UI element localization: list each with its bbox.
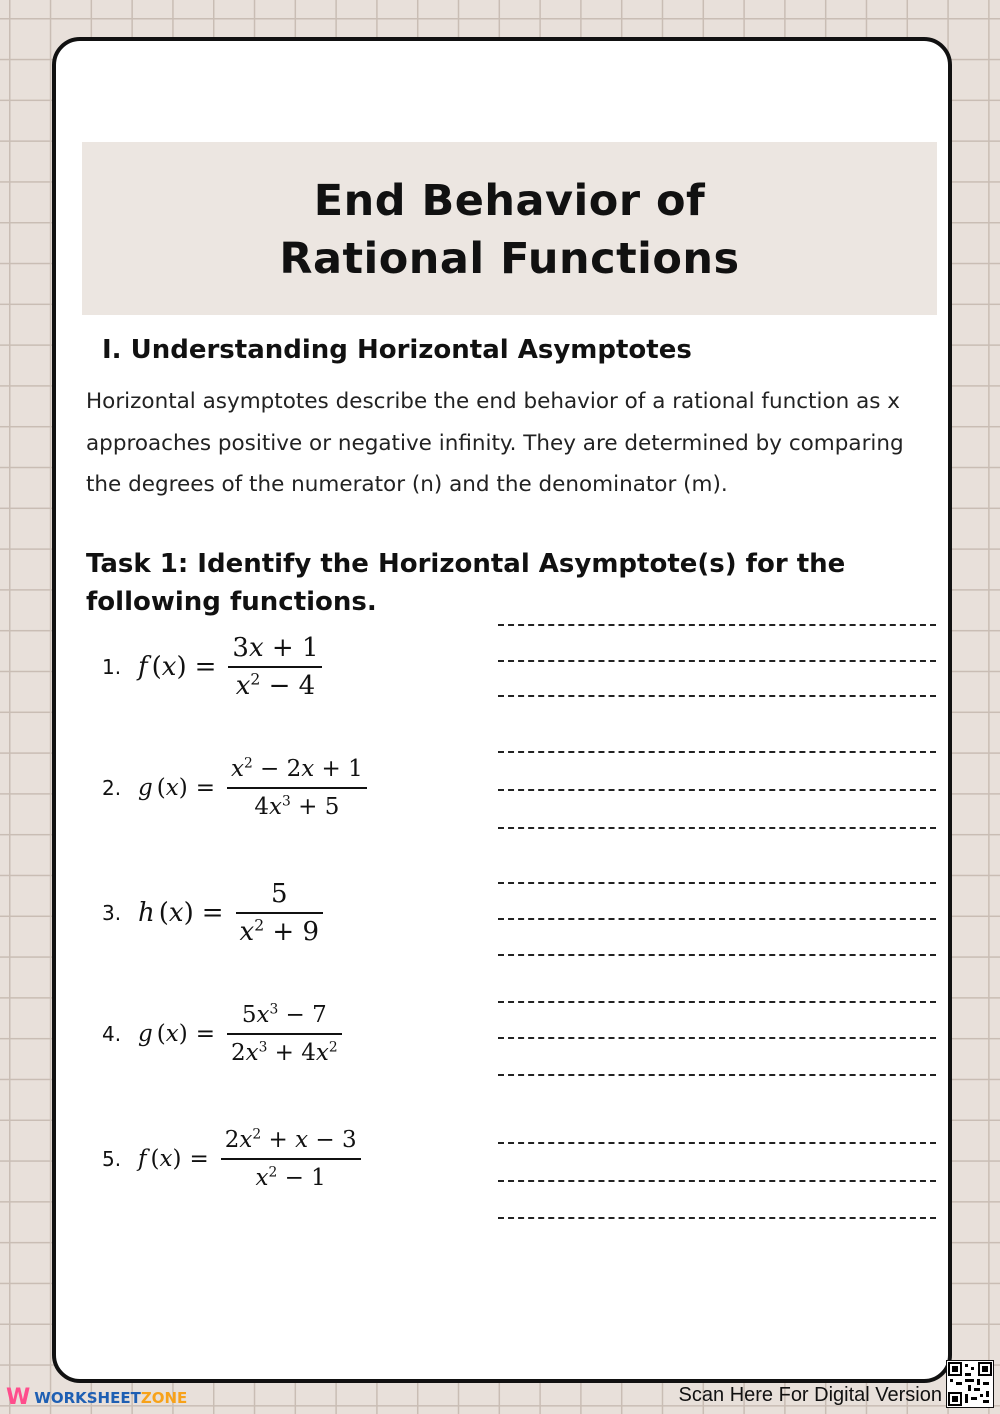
rational-expression: $\frac{2x^2 + x - 3}{x^2 - 1}$ (221, 1122, 361, 1196)
title-banner (82, 142, 937, 315)
answer-line[interactable] (498, 1037, 936, 1039)
function-name: f (138, 1146, 147, 1172)
problem-3: 3. h (x) = $\frac{5}{x^2 + 9}$ (102, 873, 323, 953)
title-line-1: End Behavior of (313, 176, 706, 226)
worksheet-card (52, 37, 952, 1383)
function-name: f (138, 652, 148, 682)
answer-line[interactable] (498, 827, 936, 829)
task-heading: Task 1: Identify the Horizontal Asymptote(s) for the following functions. (86, 549, 846, 617)
answer-line[interactable] (498, 751, 936, 753)
problem-1: 1. f (x) = $\frac{3x + 1}{x^2 - 4}$ (102, 627, 322, 707)
logo-worksheet-text: WORKSHEET (34, 1388, 141, 1407)
qr-code-graphic (947, 1361, 993, 1407)
answer-line[interactable] (498, 1180, 936, 1182)
function-name: g (138, 775, 153, 801)
problem-number: 3. (102, 901, 122, 925)
function-name: h (138, 898, 155, 928)
worksheetzone-logo[interactable] (6, 1385, 187, 1410)
answer-line[interactable] (498, 1142, 936, 1144)
problem-number: 1. (102, 655, 122, 679)
problem-4: 4. g (x) = $\frac{5x^3 - 7}{2x^3 + 4x^2}$ (102, 994, 342, 1074)
function-variable: x (165, 775, 179, 801)
logo-zone-text: ZONE (140, 1388, 188, 1407)
function-variable: x (159, 1146, 173, 1172)
rational-expression: $\frac{5x^3 - 7}{2x^3 + 4x^2}$ (227, 997, 342, 1071)
function-variable: x (165, 1021, 179, 1047)
function-variable: x (161, 652, 177, 682)
page-title (82, 172, 937, 288)
answer-line[interactable] (498, 624, 936, 626)
problem-2: 2. g (x) = $\frac{x^2 - 2x + 1}{4x^3 + 5}$ (102, 748, 367, 828)
rational-expression: $\frac{x^2 - 2x + 1}{4x^3 + 5}$ (227, 751, 367, 825)
problem-number: 4. (102, 1022, 122, 1046)
answer-line[interactable] (498, 918, 936, 920)
problem-number: 5. (102, 1147, 122, 1171)
answer-line[interactable] (498, 660, 936, 662)
answer-line[interactable] (498, 1074, 936, 1076)
answer-line[interactable] (498, 789, 936, 791)
answer-line[interactable] (498, 882, 936, 884)
qr-code-icon[interactable] (946, 1360, 994, 1408)
function-variable: x (168, 898, 184, 928)
problem-5: 5. f (x) = $\frac{2x^2 + x - 3}{x^2 - 1}$ (102, 1119, 361, 1199)
title-line-2: Rational Functions (279, 234, 740, 284)
intro-paragraph: Horizontal asymptotes describe the end behavior of a rational function as x approaches positive or negative infinity. They are determined by comparing the degrees of the numerator (n) and the denominator (m). (86, 389, 904, 497)
answer-line[interactable] (498, 1217, 936, 1219)
problem-number: 2. (102, 776, 122, 800)
rational-expression: $\frac{5}{x^2 + 9}$ (236, 876, 323, 950)
section-heading: I. Understanding Horizontal Asymptotes (102, 335, 692, 365)
logo-w-icon: W (6, 1385, 31, 1410)
scan-caption: Scan Here For Digital Version (678, 1384, 942, 1406)
answer-line[interactable] (498, 1001, 936, 1003)
rational-expression: $\frac{3x + 1}{x^2 - 4}$ (228, 630, 322, 704)
answer-line[interactable] (498, 954, 936, 956)
answer-line[interactable] (498, 695, 936, 697)
function-name: g (138, 1021, 153, 1047)
